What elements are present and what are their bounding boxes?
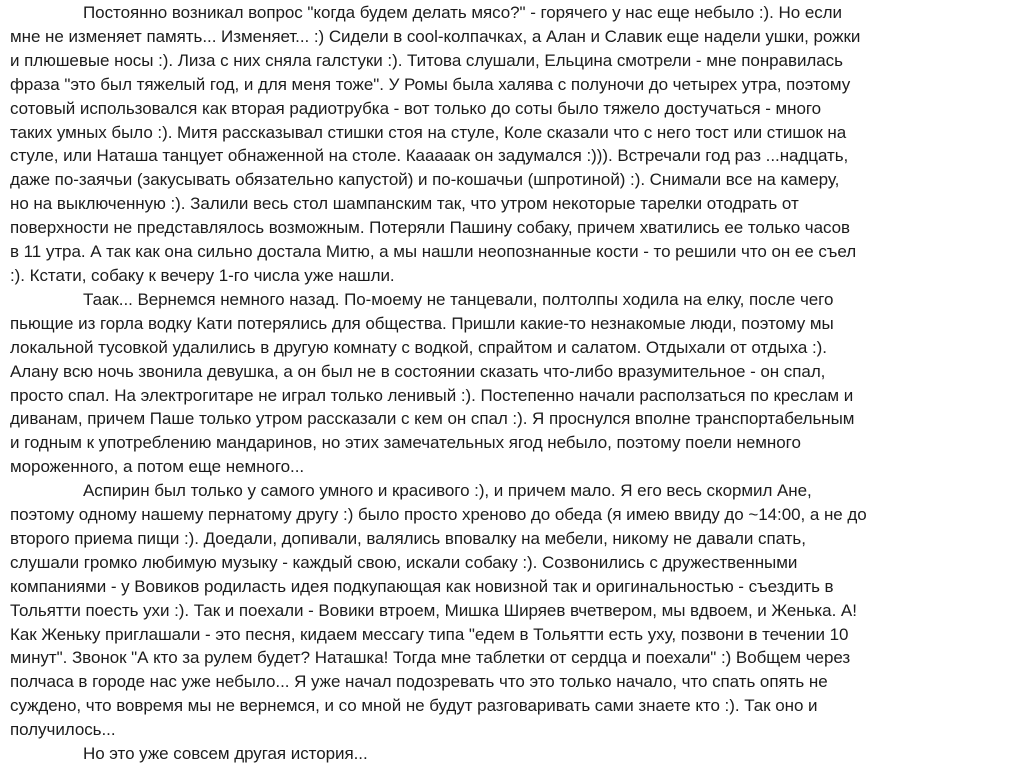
text-line: Аспирин был только у самого умного и красивого :), и причем мало. Я его весь скормил Ане,: [83, 481, 812, 501]
text-line: Таак... Вернемся немного назад. По-моему не танцевали, полтолпы ходила на елку, после чего: [83, 289, 834, 309]
text-line: в 11 утра. А так как она сильно достала Митю, а мы нашли неопознанные кости - то решили что он ее съел: [10, 242, 857, 262]
paragraph-2: [10, 288, 1012, 479]
text-line: даже по-заячьи (закусывать обязательно капустой) и по-кошачьи (шпротиной) :). Снимали все на камеру,: [10, 170, 840, 190]
text-line: Но это уже совсем другая история...: [83, 744, 368, 764]
paragraph-3: [10, 479, 1012, 742]
text-line: полчаса в городе нас уже небыло... Я уже начал подозревать что это только начало, что спать опять не: [10, 672, 828, 692]
text-line: суждено, что вовремя мы не вернемся, и со мной не будут разговаривать сами знаете кто :). Так оно и: [10, 696, 818, 716]
text-line: и годным к употреблению мандаринов, но этих замечательных ягод небыло, поэтому поели немного: [10, 433, 801, 453]
paragraph-1: [10, 1, 1012, 288]
text-line: стуле, или Наташа танцует обнаженной на столе. Кааааак он задумался :))). Встречали год раз ...надцать,: [10, 146, 849, 166]
text-line: пьющие из горла водку Кати потерялись для общества. Пришли какие-то незнакомые люди, поэтому мы: [10, 313, 834, 333]
text-line: поэтому одному нашему пернатому другу :) было просто хреново до обеда (я имею ввиду до ~14:00, а не до: [10, 505, 867, 525]
text-line: :). Кстати, собаку к вечеру 1-го числа уже нашли.: [10, 265, 395, 285]
text-line: локальной тусовкой удалились в другую комнату с водкой, спрайтом и салатом. Отдыхали от отдыха :).: [10, 337, 827, 357]
text-line: просто спал. На электрогитаре не играл только ленивый :). Постепенно начали расползаться по креслам и: [10, 385, 854, 405]
text-line: компаниями - у Вовиков родиласть идея подкупающая как новизной так и оригинальностью - съездить в: [10, 576, 834, 596]
text-line: Алану всю ночь звонила девушка, а он был не в состоянии сказать что-либо вразумительное - он спал,: [10, 361, 826, 381]
text-line: мороженного, а потом еще немного...: [10, 457, 305, 477]
text-line: но на выключенную :). Залили весь стол шампанским так, что утром некоторые тарелки отодрать от: [10, 194, 799, 214]
text-line: диванам, причем Паше только утром рассказали с кем он спал :). Я проснулся вполне транспортабельным: [10, 409, 855, 429]
text-line: минут". Звонок "А кто за рулем будет? Наташка! Тогда мне таблетки от сердца и поехали" :) Вобщем через: [10, 648, 851, 668]
text-line: мне не изменяет память... Изменяет... :) Сидели в cool-колпачках, а Алан и Славик еще надели ушки, рожки: [10, 26, 861, 46]
text-line: Постоянно возникал вопрос "когда будем делать мясо?" - горячего у нас еще небыло :). Но если: [83, 3, 842, 22]
text-line: фраза "это был тяжелый год, и для меня тоже". У Ромы была халява с полуночи до четырех утра, поэтому: [10, 74, 851, 94]
text-line: слушали громко любимую музыку - каждый свою, искали собаку :). Созвонились с дружественными: [10, 552, 798, 572]
text-line: таких умных было :). Митя рассказывал стишки стоя на стуле, Коле сказали что с него тост или стишок на: [10, 122, 847, 142]
text-line: и плюшевые носы :). Лиза с них сняла галстуки :). Титова слушали, Ельцина смотрели - мне понравилась: [10, 50, 843, 70]
text-line: поверхности не представлялось возможным. Потеряли Пашину собаку, причем хватились ее только часов: [10, 218, 851, 238]
text-line: получилось...: [10, 720, 116, 740]
text-line: второго приема пищи :). Доедали, допивали, валялись вповалку на мебели, никому не давали спать,: [10, 528, 806, 548]
paragraph-4: [10, 742, 1012, 766]
text-line: Тольятти поесть ухи :). Так и поехали - Вовики втроем, Мишка Ширяев вчетвером, мы вдвоем, и Женька. А!: [10, 600, 857, 620]
text-line: Как Женьку приглашали - это песня, кидаем мессагу типа "едем в Тольятти есть уху, позвони в течении 10: [10, 624, 849, 644]
text-line: сотовый использовался как вторая радиотрубка - вот только до соты было тяжело достучаться - много: [10, 98, 822, 118]
